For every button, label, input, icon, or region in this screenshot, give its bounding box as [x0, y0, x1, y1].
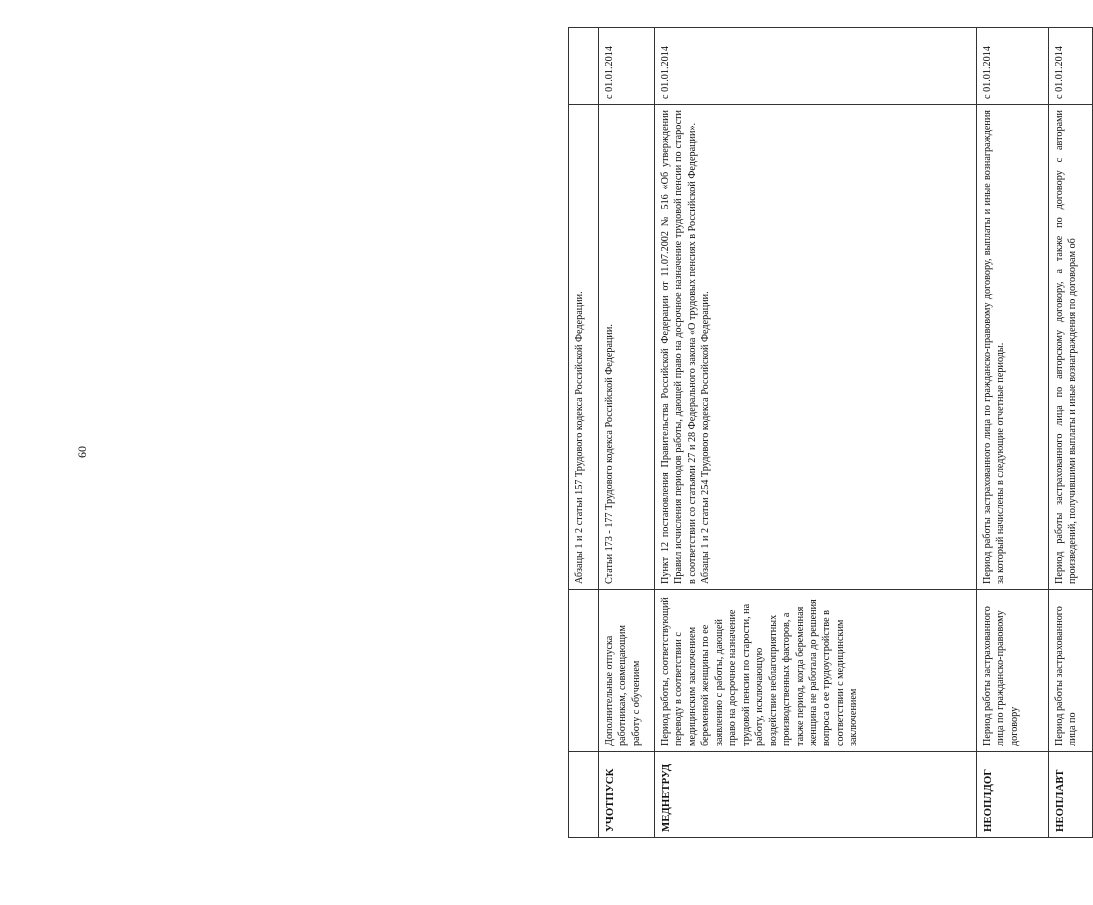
page-number: 60: [75, 446, 89, 458]
row-basis: [1049, 105, 1093, 590]
basis-paragraph: Период работы застрахованного лица по авторскому договору, а также по договору с авторами произведений, получившими выплаты и иные вознаграждения по договорам об: [1054, 110, 1079, 584]
table-row: [655, 28, 977, 838]
row-basis: [569, 105, 599, 590]
row-name: Период работы застрахованного лица по гражданско-правовому договору: [977, 590, 1049, 752]
row-basis: [655, 105, 977, 590]
row-code: МЕДНЕТРУД: [655, 752, 977, 838]
row-code: УЧОТПУСК: [599, 752, 655, 838]
basis-paragraph: Абзацы 1 и 2 статьи 157 Трудового кодекса Российской Федерации.: [574, 291, 585, 584]
basis-paragraph: Абзацы 1 и 2 статьи 254 Трудового кодекса Российской Федерации.: [700, 291, 712, 584]
row-date: с 01.01.2014: [655, 28, 977, 105]
table-row: [1049, 28, 1093, 838]
row-date: с 01.01.2014: [1049, 28, 1093, 105]
basis-paragraph: Пункт 12 постановления Правительства Российской Федерации от 11.07.2002 № 516 «Об утверждении Правил исчисления периодов работы, дающей право на досрочное назначение трудовой пенсии по старости в соответствии со статьями 27 и 28 Федерального закона «О трудовых пенсиях в Российской Федерации».: [660, 110, 698, 584]
row-date: с 01.01.2014: [599, 28, 655, 105]
table-row: [569, 28, 599, 838]
row-name: [569, 590, 599, 752]
row-basis: [977, 105, 1049, 590]
basis-paragraph: Период работы застрахованного лица по гражданско-правовому договору, выплаты и иные вознаграждения за который начислены в следующие отчетные периоды.: [982, 110, 1007, 584]
row-code: НЕОПЛАВТ: [1049, 752, 1093, 838]
row-code: [569, 752, 599, 838]
row-date: с 01.01.2014: [977, 28, 1049, 105]
row-code: НЕОПЛДОГ: [977, 752, 1049, 838]
row-name: Дополнительные отпуска работникам, совмещающим работу с обучением: [599, 590, 655, 752]
rotated-table-container: [568, 28, 1093, 838]
basis-paragraph: Статьи 173 - 177 Трудового кодекса Российской Федерации.: [604, 324, 615, 584]
periods-table: [568, 27, 1093, 838]
row-name: Период работы, соответствующий переводу в соответствии с медицинским заключением беременной женщины по ее заявлению с работы, дающей право на досрочное назначение трудовой пенсии по старости, на работу, исключающую воздействие неблагоприятных производственных факторов, а также период, когда беременная женщина не работала до решения вопроса о ее трудоустройстве в соответствии с медицинским заключением: [655, 590, 977, 752]
row-basis: [599, 105, 655, 590]
table-row: [977, 28, 1049, 838]
table-row: [599, 28, 655, 838]
row-name: Период работы застрахованного лица по: [1049, 590, 1093, 752]
row-date: [569, 28, 599, 105]
